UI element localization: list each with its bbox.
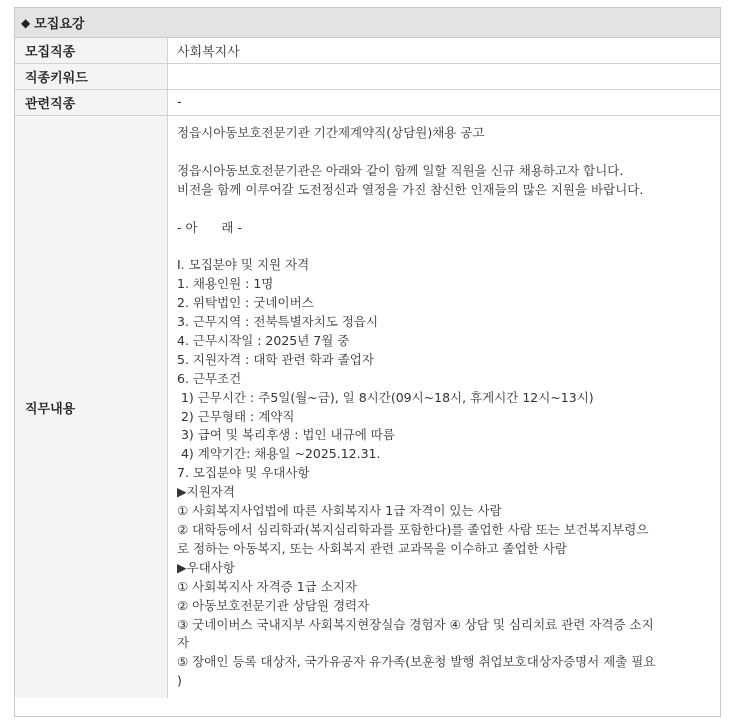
description-line: 4. 근무시작일 : 2025년 7월 중 xyxy=(177,332,350,348)
row-job-type xyxy=(15,38,720,64)
description-line xyxy=(177,200,694,219)
description-line: 2) 근무형태 : 계약직 xyxy=(177,408,295,424)
description-line: 정읍시아동보호전문기관 기간제계약직(상담원)채용 공고 xyxy=(177,125,485,140)
description-line: ① 사회복지사업법에 따른 사회복지사 1급 자격이 있는 사람 xyxy=(177,503,502,519)
description-line: ② 아동보호전문기관 상담원 경력자 xyxy=(177,597,370,613)
section-header xyxy=(15,8,720,38)
description-line: Ⅰ. 모집분야 및 지원 자격 xyxy=(177,257,310,273)
row-label: 모집직종 xyxy=(15,38,168,63)
description-line: ⑤ 장애인 등록 대상자, 국가유공자 유가족(보훈청 발행 취업보호대상자증명서 제출 필요 xyxy=(177,654,656,670)
row-related-jobs xyxy=(15,90,720,116)
description-line: 1) 근무시간 : 주5일(월~금), 일 8시간(09시~18시, 휴게시간 12시~13시) xyxy=(177,389,594,405)
description-line: 3) 급여 및 복리후생 : 법인 내규에 따름 xyxy=(177,427,395,443)
description-line: 3. 근무지역 : 전북특별자치도 정읍시 xyxy=(177,314,379,330)
row-label: 직종키워드 xyxy=(15,64,168,89)
row-label: 직무내용 xyxy=(15,116,168,698)
description-line xyxy=(177,237,694,256)
description-line: 로 정하는 아동복지, 또는 사회복지 관련 교과목을 이수하고 졸업한 사람 xyxy=(177,540,567,556)
description-line: ③ 굿네이버스 국내지부 사회복지현장실습 경험자 ④ 상담 및 심리치료 관련 자격증 소지 xyxy=(177,616,654,632)
diamond-icon: ◆ xyxy=(21,15,31,30)
description-line xyxy=(177,143,694,162)
description-line: ▶우대사항 xyxy=(177,559,235,575)
description-line: 자 xyxy=(177,635,190,651)
description-line: ) xyxy=(177,673,182,689)
recruitment-panel xyxy=(14,7,721,717)
row-value xyxy=(168,64,720,89)
description-line: ① 사회복지사 자격증 1급 소지자 xyxy=(177,578,357,594)
description-line: 5. 지원자격 : 대학 관련 학과 졸업자 xyxy=(177,351,374,367)
job-description-text xyxy=(168,116,720,698)
description-line: 7. 모집분야 및 우대사항 xyxy=(177,465,310,481)
row-value: 사회복지사 xyxy=(177,45,240,60)
description-line: 비전을 함께 이루어갈 도전정신과 열정을 가진 참신한 인재들의 많은 지원을 바랍니다. xyxy=(177,181,644,197)
description-line: 2. 위탁법인 : 굿네이버스 xyxy=(177,295,314,311)
row-job-description xyxy=(15,116,720,698)
row-keywords xyxy=(15,64,720,90)
description-line: ▶지원자격 xyxy=(177,484,235,500)
description-line: 6. 근무조건 xyxy=(177,370,242,386)
description-line: 정읍시아동보호전문기관은 아래와 같이 함께 일할 직원을 신규 채용하고자 합니다. xyxy=(177,162,624,178)
description-line: - 아 래 - xyxy=(177,219,242,235)
row-value: - xyxy=(177,95,182,110)
description-line: 1. 채용인원 : 1명 xyxy=(177,276,274,292)
description-line: 4) 계약기간: 채용일 ~2025.12.31. xyxy=(177,446,381,462)
description-line: ② 대학등에서 심리학과(복지심리학과를 포함한다)를 졸업한 사람 또는 보건복지부령으 xyxy=(177,521,649,537)
row-label: 관련직종 xyxy=(15,90,168,115)
section-title: 모집요강 xyxy=(34,17,85,32)
